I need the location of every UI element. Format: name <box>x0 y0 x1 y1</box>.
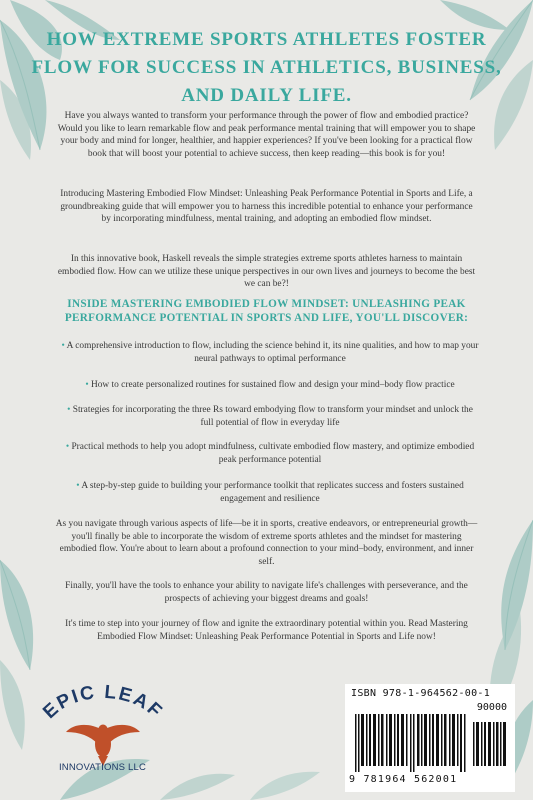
inside-heading: INSIDE MASTERING EMBODIED FLOW MINDSET: UNLEASHING PEAK PERFORMANCE POTENTIAL IN SPORTS AND LIFE, YOU'LL DISCOVER: <box>64 298 469 324</box>
innovative-paragraph: In this innovative book, Haskell reveals the simple strategies extreme sports athletes harness to maintain embodied flow. How can we utilize these unique perspectives in our own lives and journeys to become the best we can be?! <box>57 254 476 290</box>
bullet-icon: • <box>67 405 71 415</box>
barcode-bars <box>351 714 509 772</box>
bullet-icon: • <box>61 341 65 351</box>
price-addon: 90000 <box>476 702 507 713</box>
barcode-digits: 9 781964 562001 <box>349 774 458 785</box>
isbn-barcode <box>345 684 515 792</box>
bullet-icon: • <box>85 380 89 390</box>
publisher-logo <box>28 680 178 790</box>
eagle-icon <box>66 725 140 767</box>
intro-paragraph: Have you always wanted to transform your performance through the power of flow and embodied practice? Would you like to learn remarkable flow and peak performance mental training that will empower you to shape your body and mind for longer, healthier, and happier experiences? If you've been looking for a practical flow book that will boost your potential to achieve success, then keep reading—this book is for you! <box>57 111 476 159</box>
svg-text:EPIC LEAF <box>39 682 167 723</box>
publisher-name: EPIC LEAF <box>39 681 167 724</box>
list-item: • A comprehensive introduction to flow, including the science behind it, its nine qualities, and how to map your neural pathways to optimal performance <box>61 341 479 364</box>
list-item: • A step-by-step guide to building your performance toolkit that replicates success and fosters sustained engagement and resilience <box>76 481 464 504</box>
navigate-paragraph: As you navigate through various aspects of life—be it in sports, creative endeavors, or entrepreneurial growth—you'll finally be able to incorporate the wisdom of extreme sports athletes and the mindset for mastering embodied flow. You're about to learn about a profound connection to your mind–body, environment, and inner self. <box>55 519 478 567</box>
list-item: • How to create personalized routines for sustained flow and design your mind–body flow practice <box>85 380 455 390</box>
list-item: • Strategies for incorporating the three Rs toward embodying flow to transform your mindset and unlock the full potential of flow in everyday life <box>67 405 473 428</box>
introducing-paragraph: Introducing Mastering Embodied Flow Mindset: Unleashing Peak Performance Potential in Sports and Life, a groundbreaking guide that will empower you to harness this incredible potential to enhance your performance by incorporating mindfulness, mental training, and adopting an embodied flow mindset. <box>60 189 473 225</box>
closing-paragraph: It's time to step into your journey of flow and ignite the extraordinary potential within you. Read Mastering Embodied Flow Mindset: Unleashing Peak Performance Potential in Sports and Life now! <box>65 619 468 642</box>
list-item: • Practical methods to help you adopt mindfulness, cultivate embodied flow mastery, and optimize embodied peak performance potential <box>65 442 475 465</box>
finally-paragraph: Finally, you'll have the tools to enhance your ability to navigate life's challenges with perseverance, and the prospects of achieving your biggest dreams and goals! <box>65 581 468 604</box>
isbn-label: ISBN 978-1-964562-00-1 <box>351 688 491 699</box>
bullet-icon: • <box>65 442 70 452</box>
back-cover-headline: HOW EXTREME SPORTS ATHLETES FOSTER FLOW FOR SUCCESS IN ATHLETICS, BUSINESS, AND DAILY LIFE. <box>31 29 502 106</box>
publisher-subtitle: INNOVATIONS LLC <box>58 762 147 773</box>
bullet-icon: • <box>76 481 80 491</box>
